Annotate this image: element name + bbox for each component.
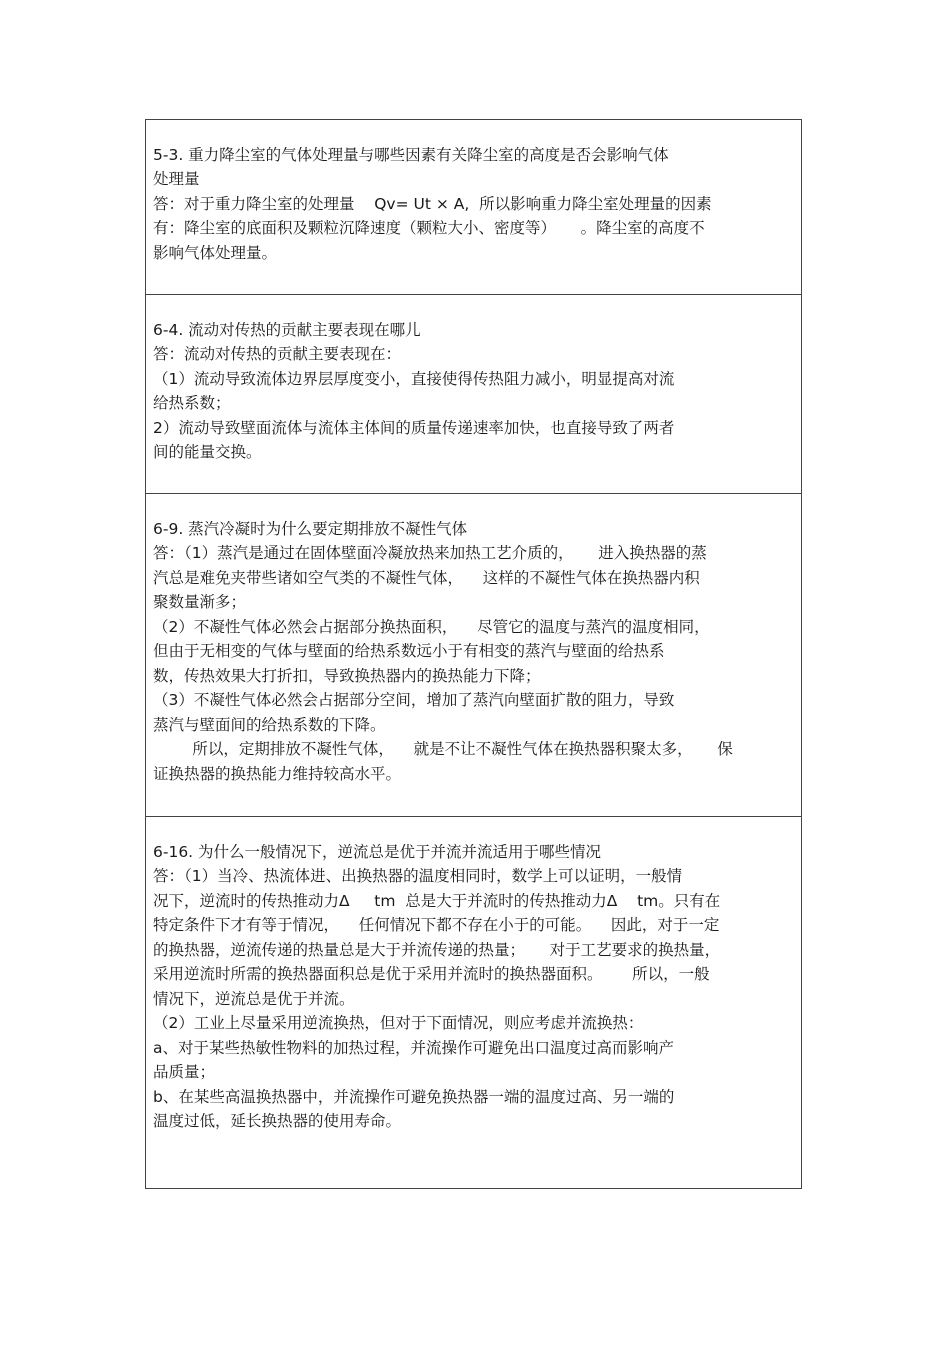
answer-line: 采用逆流时所需的换热器面积总是优于采用并流时的换热器面积。 所以，一般 [153, 965, 710, 983]
qa-cell-6-4 [146, 295, 801, 494]
answer-line: 聚数量渐多； [153, 593, 247, 611]
answer-line: （2）工业上尽量采用逆流换热，但对于下面情况，则应考虑并流换热： [153, 1014, 644, 1032]
qa-cell-6-16 [146, 817, 801, 1188]
question-line: 处理量 [153, 170, 200, 188]
qa-cell-6-9 [146, 494, 801, 817]
answer-line: 2）流动导致壁面流体与流体主体间的质量传递速率加快，也直接导致了两者 [153, 419, 675, 437]
answer-line: 间的能量交换。 [153, 443, 262, 461]
qa-table [145, 119, 802, 1189]
answer-line: 的换热器，逆流传递的热量总是大于并流传递的热量； 对于工艺要求的换热量， [153, 941, 721, 959]
answer-line: b、在某些高温换热器中，并流操作可避免换热器一端的温度过高、另一端的 [153, 1088, 675, 1106]
answer-line: 答：流动对传热的贡献主要表现在： [153, 345, 402, 363]
question-line: 5-3. 重力降尘室的气体处理量与哪些因素有关降尘室的高度是否会影响气体 [153, 146, 669, 164]
answer-line: 答：对于重力降尘室的处理量 Qv= Ut × A, 所以影响重力降尘室处理量的因素 [153, 195, 712, 213]
answer-line: 影响气体处理量。 [153, 244, 278, 262]
qa-cell-5-3 [146, 120, 801, 295]
answer-line: 数，传热效果大打折扣，导致换热器内的换热能力下降； [153, 667, 541, 685]
answer-line: 所以，定期排放不凝性气体， 就是不让不凝性气体在换热器积聚太多， 保 [153, 740, 733, 758]
answer-line: 特定条件下才有等于情况， 任何情况下都不存在小于的可能。 因此，对于一定 [153, 916, 720, 934]
answer-line: 答：（1）当冷、热流体进、出换热器的温度相同时，数学上可以证明，一般情 [153, 867, 683, 885]
answer-line: 但由于无相变的气体与壁面的给热系数远小于有相变的蒸汽与壁面的给热系 [153, 642, 665, 660]
answer-line: 有：降尘室的底面积及颗粒沉降速度（颗粒大小、密度等） 。降尘室的高度不 [153, 219, 705, 237]
answer-line: 给热系数； [153, 394, 231, 412]
answer-line: 蒸汽与壁面间的给热系数的下降。 [153, 716, 386, 734]
answer-line: 况下，逆流时的传热推动力Δ tm 总是大于并流时的传热推动力Δ tm。只有在 [153, 892, 721, 910]
answer-line: （1）流动导致流体边界层厚度变小，直接使得传热阻力减小，明显提高对流 [153, 370, 675, 388]
answer-line: 汽总是难免夹带些诸如空气类的不凝性气体， 这样的不凝性气体在换热器内积 [153, 569, 700, 587]
answer-line: 品质量； [153, 1063, 216, 1081]
answer-line: 答：（1）蒸汽是通过在固体壁面冷凝放热来加热工艺介质的， 进入换热器的蒸 [153, 544, 707, 562]
answer-line: （2）不凝性气体必然会占据部分换热面积， 尽管它的温度与蒸汽的温度相同， [153, 618, 710, 636]
question-line: 6-4. 流动对传热的贡献主要表现在哪儿 [153, 321, 421, 339]
answer-line: 证换热器的换热能力维持较高水平。 [153, 765, 402, 783]
answer-line: （3）不凝性气体必然会占据部分空间，增加了蒸汽向壁面扩散的阻力，导致 [153, 691, 675, 709]
question-line: 6-9. 蒸汽冷凝时为什么要定期排放不凝性气体 [153, 520, 468, 538]
answer-line: 情况下，逆流总是优于并流。 [153, 990, 355, 1008]
answer-line: a、对于某些热敏性物料的加热过程，并流操作可避免出口温度过高而影响产 [153, 1039, 675, 1057]
answer-line: 温度过低，延长换热器的使用寿命。 [153, 1112, 402, 1130]
question-line: 6-16. 为什么一般情况下，逆流总是优于并流并流适用于哪些情况 [153, 843, 602, 861]
